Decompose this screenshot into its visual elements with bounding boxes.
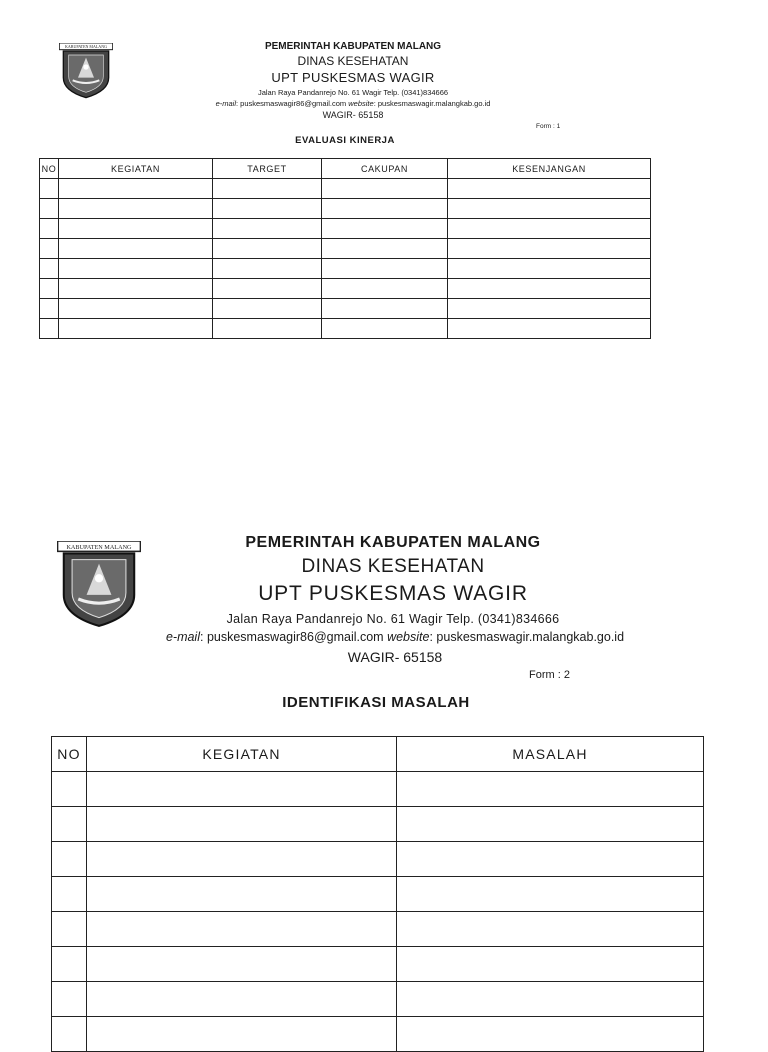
table-cell[interactable] <box>52 982 87 1017</box>
table-cell[interactable] <box>59 239 213 259</box>
email-value: : puskesmaswagir86@gmail.com <box>236 99 347 108</box>
table-cell[interactable] <box>397 912 704 947</box>
table-cell[interactable] <box>52 947 87 982</box>
table-row <box>52 947 704 982</box>
table-cell[interactable] <box>322 299 448 319</box>
column-header-kegiatan: KEGIATAN <box>59 159 213 179</box>
org-line-2: DINAS KESEHATAN <box>301 556 485 577</box>
org-line-3: UPT PUSKESMAS WAGIR <box>271 70 435 85</box>
org-line-1: PEMERINTAH KABUPATEN MALANG <box>264 41 442 52</box>
table-row <box>52 877 704 912</box>
form-number: Form : 1 <box>536 123 561 130</box>
table-cell[interactable] <box>322 279 448 299</box>
table-cell[interactable] <box>213 279 322 299</box>
table-cell[interactable] <box>397 947 704 982</box>
table-cell[interactable] <box>213 319 322 339</box>
website-value: : puskesmaswagir.malangkab.go.id <box>373 99 491 108</box>
table-cell[interactable] <box>52 807 87 842</box>
table-cell[interactable] <box>448 199 651 219</box>
identifikasi-masalah-table <box>51 736 704 1052</box>
table-row <box>52 982 704 1017</box>
table-cell[interactable] <box>40 179 59 199</box>
table-row <box>40 199 651 219</box>
table-row <box>52 842 704 877</box>
address-line: Jalan Raya Pandanrejo No. 61 Wagir Telp. (0341)834666 <box>226 612 560 626</box>
column-header-kesenjangan: KESENJANGAN <box>448 159 651 179</box>
table-cell[interactable] <box>40 319 59 339</box>
table-row <box>40 299 651 319</box>
table-cell[interactable] <box>87 982 397 1017</box>
table-cell[interactable] <box>448 279 651 299</box>
table-cell[interactable] <box>322 319 448 339</box>
table-cell[interactable] <box>40 299 59 319</box>
address-line: Jalan Raya Pandanrejo No. 61 Wagir Telp. (0341)834666 <box>257 88 449 97</box>
table-cell[interactable] <box>448 319 651 339</box>
table-row <box>52 807 704 842</box>
table-row <box>52 772 704 807</box>
table-cell[interactable] <box>40 239 59 259</box>
form-number: Form : 2 <box>529 669 570 681</box>
table-cell[interactable] <box>87 1017 397 1052</box>
form-title: IDENTIFIKASI MASALAH <box>282 694 470 711</box>
column-header-kegiatan: KEGIATAN <box>87 737 397 772</box>
table-cell[interactable] <box>87 877 397 912</box>
table-cell[interactable] <box>52 877 87 912</box>
table-cell[interactable] <box>87 912 397 947</box>
table-cell[interactable] <box>59 199 213 219</box>
org-line-1: PEMERINTAH KABUPATEN MALANG <box>245 534 541 551</box>
table-cell[interactable] <box>213 199 322 219</box>
table-cell[interactable] <box>322 199 448 219</box>
table-cell[interactable] <box>59 179 213 199</box>
emblem-caption: KABUPATEN MALANG <box>66 543 132 551</box>
table-row <box>40 319 651 339</box>
table-cell[interactable] <box>213 239 322 259</box>
table-row <box>40 259 651 279</box>
website-label: website <box>348 99 374 108</box>
table-cell[interactable] <box>87 807 397 842</box>
table-row <box>40 219 651 239</box>
table-row <box>40 279 651 299</box>
email-label: e-mail <box>215 99 236 108</box>
table-cell[interactable] <box>59 299 213 319</box>
table-cell[interactable] <box>213 299 322 319</box>
evaluasi-kinerja-table <box>39 158 651 339</box>
table-row <box>52 1017 704 1052</box>
table-cell[interactable] <box>59 259 213 279</box>
form-title: EVALUASI KINERJA <box>295 135 395 146</box>
city-postcode: WAGIR- 65158 <box>347 649 443 665</box>
table-row <box>40 179 651 199</box>
table-cell[interactable] <box>448 239 651 259</box>
table-cell[interactable] <box>448 179 651 199</box>
table-cell[interactable] <box>448 219 651 239</box>
table-cell[interactable] <box>213 259 322 279</box>
email-label: e-mail <box>165 630 200 644</box>
table-cell[interactable] <box>322 259 448 279</box>
column-header-no: NO <box>40 159 59 179</box>
website-value: : puskesmaswagir.malangkab.go.id <box>429 630 625 644</box>
table-cell[interactable] <box>397 842 704 877</box>
column-header-masalah: MASALAH <box>397 737 704 772</box>
org-line-2: DINAS KESEHATAN <box>297 54 409 68</box>
table-cell[interactable] <box>397 982 704 1017</box>
table-row <box>40 239 651 259</box>
contact-line <box>0 99 706 108</box>
emblem-caption: KABUPATEN MALANG <box>65 44 107 49</box>
table-cell[interactable] <box>52 1017 87 1052</box>
contact-line <box>0 630 768 644</box>
city-postcode: WAGIR- 65158 <box>322 110 384 120</box>
table-cell[interactable] <box>40 259 59 279</box>
table-cell[interactable] <box>397 807 704 842</box>
email-value: : puskesmaswagir86@gmail.com <box>200 630 384 644</box>
table-cell[interactable] <box>59 319 213 339</box>
table-cell[interactable] <box>213 179 322 199</box>
table-cell[interactable] <box>59 219 213 239</box>
table-cell[interactable] <box>322 219 448 239</box>
table-cell[interactable] <box>448 259 651 279</box>
table-cell[interactable] <box>322 179 448 199</box>
table-cell[interactable] <box>448 299 651 319</box>
table-cell[interactable] <box>213 219 322 239</box>
column-header-target: TARGET <box>213 159 322 179</box>
table-cell[interactable] <box>87 947 397 982</box>
table-cell[interactable] <box>322 239 448 259</box>
table-cell[interactable] <box>397 772 704 807</box>
table-row <box>52 912 704 947</box>
website-label: website <box>387 630 430 644</box>
table-cell[interactable] <box>397 1017 704 1052</box>
table-cell[interactable] <box>397 877 704 912</box>
table-cell[interactable] <box>87 772 397 807</box>
table-cell[interactable] <box>52 772 87 807</box>
column-header-cakupan: CAKUPAN <box>322 159 448 179</box>
table-cell[interactable] <box>40 199 59 219</box>
org-line-3: UPT PUSKESMAS WAGIR <box>258 582 528 605</box>
table-cell[interactable] <box>40 219 59 239</box>
table-cell[interactable] <box>87 842 397 877</box>
table-cell[interactable] <box>59 279 213 299</box>
table-cell[interactable] <box>52 912 87 947</box>
table-cell[interactable] <box>52 842 87 877</box>
table-cell[interactable] <box>40 279 59 299</box>
column-header-no: NO <box>52 737 87 772</box>
